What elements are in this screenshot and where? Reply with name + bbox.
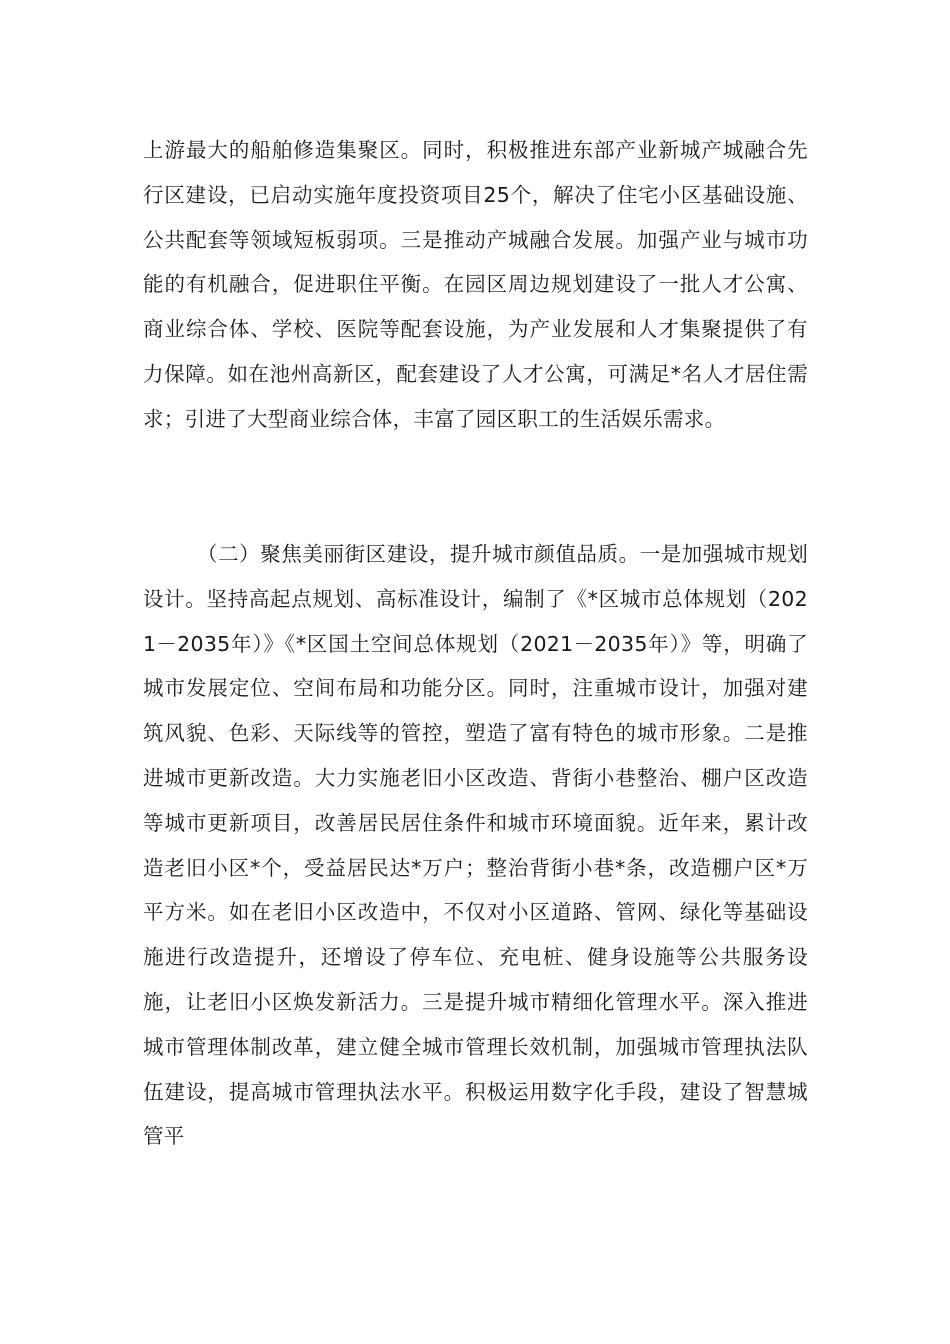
paragraph-beautiful-streets: （二）聚焦美丽街区建设，提升城市颜值品质。一是加强城市规划设计。坚持高起点规划、高标准设计，编制了《*区城市总体规划（2021－2035年）》《*区国土空间总体规划（2021－2035年）》等，明确了城市发展定位、空间布局和功能分区。同时，注重城市设计，加强对建筑风貌、色彩、天际线等的管控，塑造了富有特色的城市形象。二是推进城市更新改造。大力实施老旧小区改造、背街小巷整治、棚户区改造等城市更新项目，改善居民居住条件和城市环境面貌。近年来，累计改造老旧小区*个，受益居民达*万户；整治背街小巷*条，改造棚户区*万平方米。如在老旧小区改造中，不仅对小区道路、管网、绿化等基础设施进行改造提升，还增设了停车位、充电桩、健身设施等公共服务设施，让老旧小区焕发新活力。三是提升城市精细化管理水平。深入推进城市管理体制改革，建立健全城市管理长效机制，加强城市管理执法队伍建设，提高城市管理执法水平。积极运用数字化手段，建设了智慧城管平: [143, 542, 808, 1149]
paragraph-industry-city-integration: 上游最大的船舶修造集聚区。同时，积极推进东部产业新城产城融合先行区建设，已启动实施年度投资项目25个，解决了住宅小区基础设施、公共配套等领域短板弱项。三是推动产城融合发展。加强产业与城市功能的有机融合，促进职住平衡。在园区周边规划建设了一批人才公寓、商业综合体、学校、医院等配套设施，为产业发展和人才集聚提供了有力保障。如在池州高新区，配套建设了人才公寓，可满足*名人才居住需求；引进了大型商业综合体，丰富了园区职工的生活娱乐需求。: [143, 138, 808, 431]
